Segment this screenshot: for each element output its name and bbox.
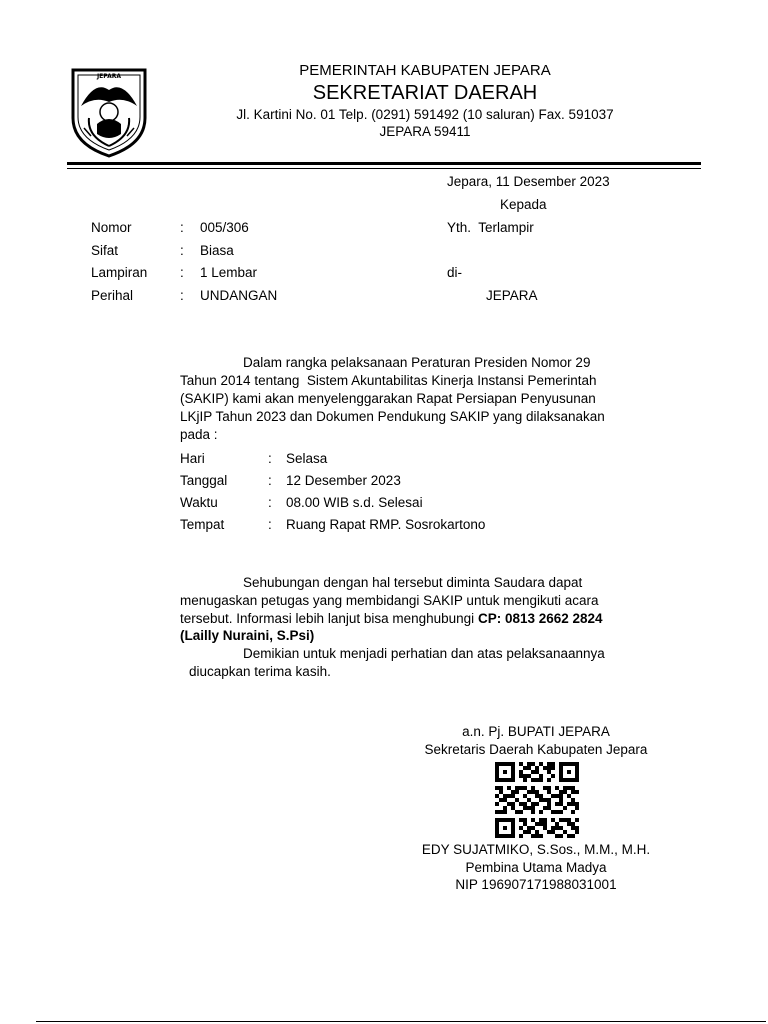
letter-date: Jepara, 11 Desember 2023 [447, 174, 610, 189]
signature-rank: Pembina Utama Madya [465, 860, 607, 875]
nomor-value: 005/306 [200, 220, 249, 235]
body-p2-line1: Sehubungan dengan hal tersebut diminta Saudara dapat [243, 575, 583, 590]
waktu-label: Waktu [180, 495, 218, 510]
signature-title: Sekretaris Daerah Kabupaten Jepara [424, 742, 648, 757]
hari-colon: : [268, 451, 272, 466]
letterhead-address: Jl. Kartini No. 01 Telp. (0291) 591492 (10 saluran) Fax. 591037 [236, 107, 614, 122]
recipient-city: JEPARA [486, 288, 538, 303]
body-p1-line5: pada : [180, 427, 218, 442]
page-bottom-rule [36, 1021, 766, 1022]
waktu-value: 08.00 WIB s.d. Selesai [286, 495, 423, 510]
recipient-kepada: Kepada [500, 197, 547, 212]
perihal-value: UNDANGAN [200, 288, 278, 303]
tempat-value: Ruang Rapat RMP. Sosrokartono [286, 517, 486, 532]
contact-person: (Lailly Nuraini, S.Psi) [180, 628, 315, 643]
tanggal-value: 12 Desember 2023 [286, 473, 401, 488]
perihal-colon: : [180, 288, 184, 303]
lampiran-colon: : [180, 265, 184, 280]
waktu-colon: : [268, 495, 272, 510]
nomor-label: Nomor [91, 220, 132, 235]
signature-name: EDY SUJATMIKO, S.Sos., M.M., M.H. [421, 842, 651, 857]
qr-code-icon [495, 762, 579, 838]
body-p3-line1: Demikian untuk menjadi perhatian dan atas pelaksanaannya [243, 646, 605, 661]
hari-label: Hari [180, 451, 205, 466]
recipient-di: di- [447, 265, 463, 280]
letterhead-rule-thin [67, 168, 701, 169]
signature-nip: NIP 196907171988031001 [455, 877, 617, 892]
body-p2-line3 [180, 611, 678, 626]
contact-phone: CP: 0813 2662 2824 [477, 611, 603, 626]
body-p3-line2: diucapkan terima kasih. [189, 664, 331, 679]
letterhead-postal: JEPARA 59411 [379, 124, 471, 139]
letterhead-rule-thick [67, 162, 701, 165]
recipient-yth: Yth. Terlampir [447, 220, 534, 235]
sifat-label: Sifat [91, 243, 119, 258]
body-p2-line3-text: tersebut. Informasi lebih lanjut bisa menghubungi [180, 611, 475, 626]
lampiran-value: 1 Lembar [200, 265, 258, 280]
nomor-colon: : [180, 220, 184, 235]
tempat-colon: : [268, 517, 272, 532]
jepara-emblem-logo [67, 66, 151, 158]
signature-an: a.n. Pj. BUPATI JEPARA [462, 724, 610, 739]
body-p1-line3: (SAKIP) kami akan menyelenggarakan Rapat Persiapan Penyusunan [180, 391, 596, 406]
body-p2-line2: menugaskan petugas yang membidangi SAKIP untuk mengikuti acara [180, 593, 599, 608]
emblem-text: JEPARA [96, 73, 122, 80]
tempat-label: Tempat [180, 517, 225, 532]
body-p1-line1: Dalam rangka pelaksanaan Peraturan Presiden Nomor 29 [243, 355, 591, 370]
lampiran-label: Lampiran [91, 265, 148, 280]
perihal-label: Perihal [91, 288, 134, 303]
body-p1-line2: Tahun 2014 tentang Sistem Akuntabilitas Kinerja Instansi Pemerintah [180, 373, 597, 388]
tanggal-colon: : [268, 473, 272, 488]
hari-value: Selasa [286, 451, 328, 466]
sifat-colon: : [180, 243, 184, 258]
body-p1-line4: LKjIP Tahun 2023 dan Dokumen Pendukung SAKIP yang dilaksanakan [180, 409, 605, 424]
sifat-value: Biasa [200, 243, 234, 258]
tanggal-label: Tanggal [180, 473, 228, 488]
letterhead-government: PEMERINTAH KABUPATEN JEPARA [299, 62, 551, 79]
letterhead-office: SEKRETARIAT DAERAH [312, 82, 538, 104]
